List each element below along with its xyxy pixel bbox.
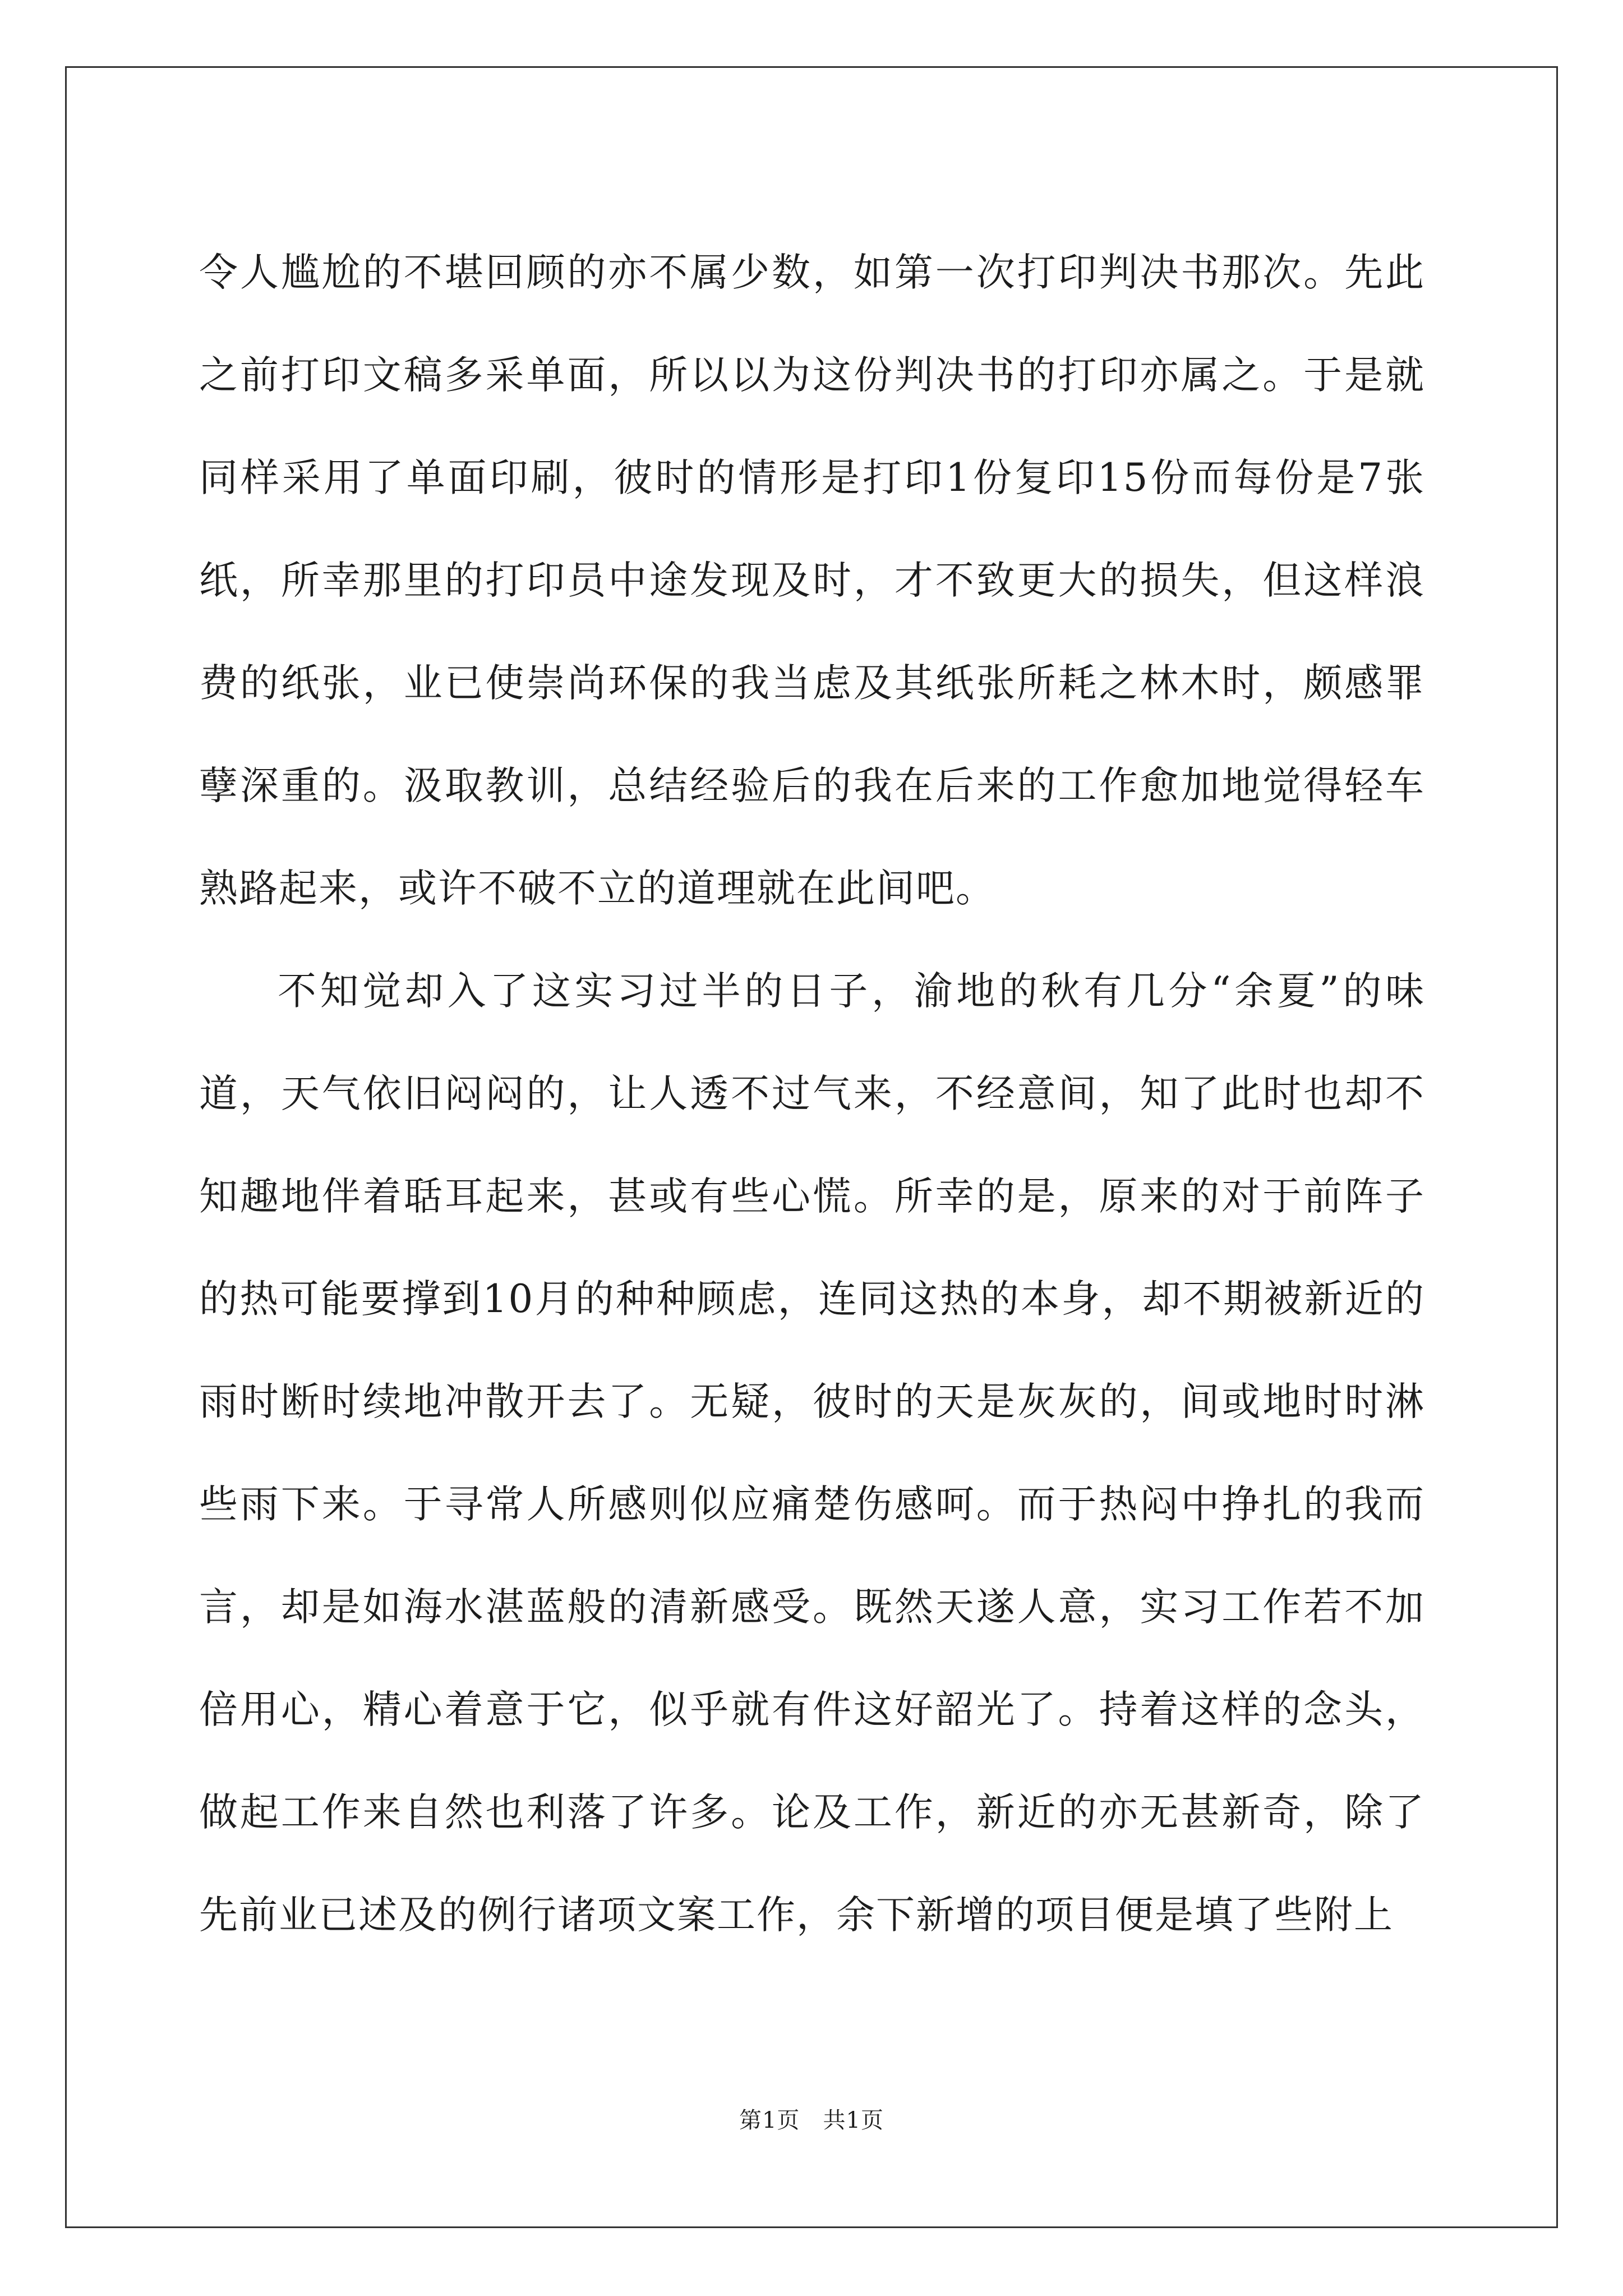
paragraph: 不知觉却入了这实习过半的日子，渝地的秋有几分“余夏”的味道，天气依旧闷闷的，让人透不过气来，不经意间，知了此时也却不知趣地伴着聒耳起来，甚或有些心慌。所幸的是，原来的对于前阵子的热可能要撑到10月的种种顾虑，连同这热的本身，却不期被新近的雨时断时续地冲散开去了。无疑，彼时的天是灰灰的，间或地时时淋些雨下来。于寻常人所感则似应痛楚伤感呵。而于热闷中挣扎的我而言，却是如海水湛蓝般的清新感受。既然天遂人意，实习工作若不加倍用心，精心着意于它，似乎就有件这好韶光了。持着这样的念头，做起工作来自然也利落了许多。论及工作，新近的亦无甚新奇，除了先前业已述及的例行诸项文案工作，余下新增的项目便是填了些附上 bbox=[199, 969, 1425, 1938]
document-body bbox=[199, 222, 1425, 1967]
page-footer: 第1页 共1页 bbox=[739, 2108, 884, 2133]
paragraph: 令人尴尬的不堪回顾的亦不属少数，如第一次打印判决书那次。先此之前打印文稿多采单面，所以以为这份判决书的打印亦属之。于是就同样采用了单面印刷，彼时的情形是打印1份复印15份而每份是7张纸，所幸那里的打印员中途发现及时，才不致更大的损失，但这样浪费的纸张，业已使崇尚环保的我当虑及其纸张所耗之林木时，颇感罪孽深重的。汲取教训，总结经验后的我在后来的工作愈加地觉得轻车熟路起来，或许不破不立的道理就在此间吧。 bbox=[199, 250, 1425, 911]
